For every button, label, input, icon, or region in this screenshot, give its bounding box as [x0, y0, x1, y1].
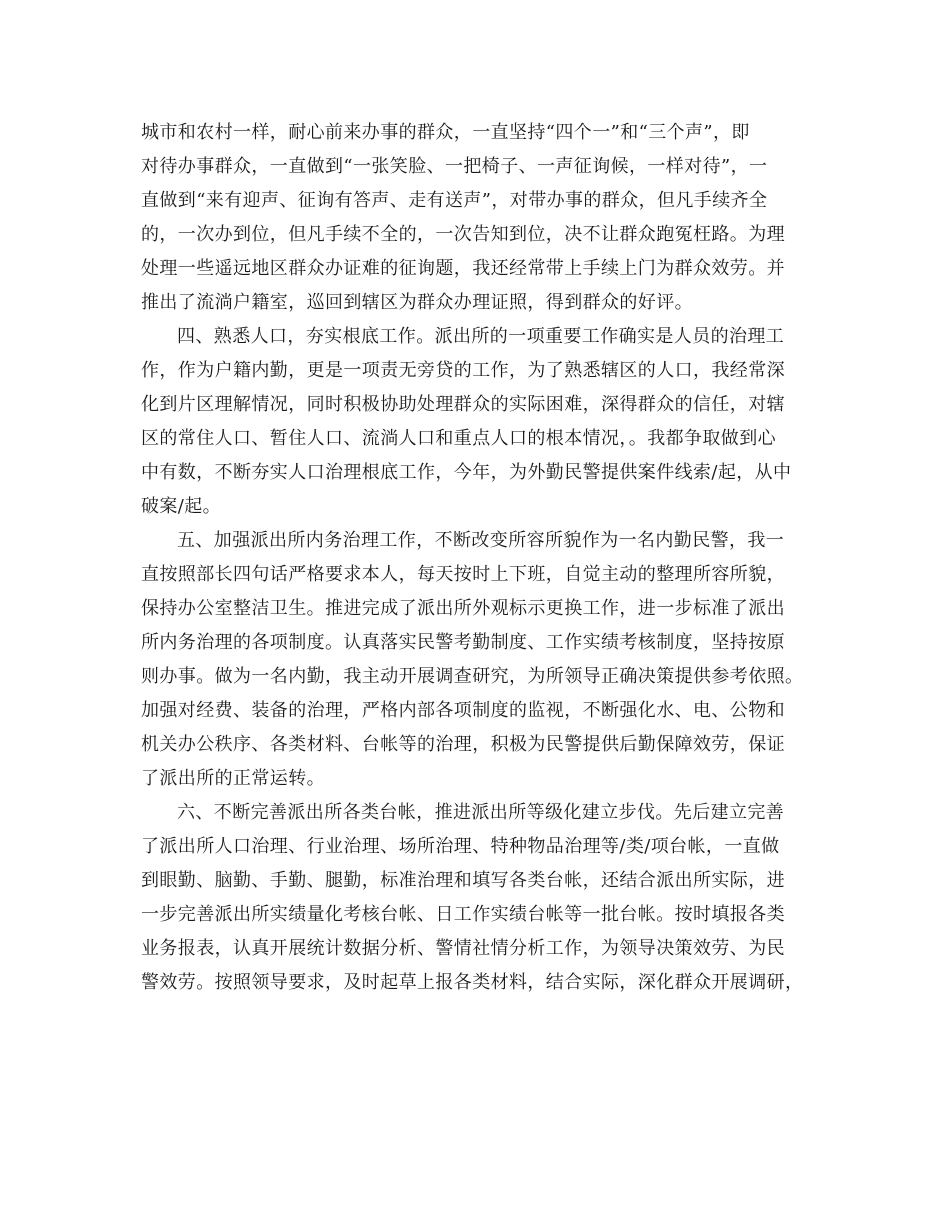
- text-line: 了派出所的正常运转。: [141, 768, 325, 789]
- text-line: 的，一次办到位，但凡手续不全的，一次告知到位，决不让群众跑冤枉路。为理: [141, 224, 785, 245]
- text-line: 直做到“来有迎声、征询有答声、走有送声”，对带办事的群众，但凡手续齐全: [141, 190, 768, 211]
- text-line: 破案/起。: [141, 496, 222, 517]
- text-line: 机关办公秩序、各类材料、台帐等的治理，积极为民警提供后勤保障效劳，保证: [141, 734, 785, 755]
- text-line: 推出了流淌户籍室，巡回到辖区为群众办理证照，得到群众的好评。: [141, 292, 693, 313]
- text-line: 处理一些遥远地区群众办证难的征询题，我还经常带上手续上门为群众效劳。并: [141, 258, 785, 279]
- text-line: 业务报表，认真开展统计数据分析、警情社情分析工作，为领导决策效劳、为民: [141, 938, 785, 959]
- text-line: 直按照部长四句话严格要求本人，每天按时上下班，自觉主动的整理所容所貌，: [141, 564, 785, 585]
- text-line: 所内务治理的各项制度。认真落实民警考勤制度、工作实绩考核制度，坚持按原: [141, 632, 785, 653]
- text-line: 到眼勤、脑勤、手勤、腿勤，标准治理和填写各类台帐，还结合派出所实际，进: [141, 870, 785, 891]
- paragraph-first-line: 五、加强派出所内务治理工作，不断改变所容所貌作为一名内勤民警，我一: [177, 530, 785, 551]
- paragraph-first-line: 四、熟悉人口，夯实根底工作。派出所的一项重要工作确实是人员的治理工: [177, 326, 785, 347]
- text-line: 警效劳。按照领导要求，及时起草上报各类材料，结合实际，深化群众开展调研，: [141, 972, 804, 993]
- text-line: 中有数，不断夯实人口治理根底工作，今年，为外勤民警提供案件线索/起，从中: [141, 462, 792, 483]
- text-line: 保持办公室整洁卫生。推进完成了派出所外观标示更换工作，进一步标准了派出: [141, 598, 785, 619]
- text-line: 区的常住人口、暂住人口、流淌人口和重点人口的根本情况，。我都争取做到心: [141, 428, 776, 449]
- text-line: 化到片区理解情况，同时积极协助处理群众的实际困难，深得群众的信任，对辖: [141, 394, 785, 415]
- text-line: 作，作为户籍内勤，更是一项责无旁贷的工作，为了熟悉辖区的人口，我经常深: [141, 360, 785, 381]
- body-text: [141, 116, 811, 1000]
- text-line: 了派出所人口治理、行业治理、场所治理、特种物品治理等/类/项台帐，一直做: [141, 836, 780, 857]
- text-line: 一步完善派出所实绩量化考核台帐、日工作实绩台帐等一批台帐。按时填报各类: [141, 904, 785, 925]
- text-line: 则办事。做为一名内勤，我主动开展调查研究，为所领导正确决策提供参考依照。: [141, 666, 804, 687]
- paragraph-first-line: 六、不断完善派出所各类台帐，推进派出所等级化建立步伐。先后建立完善: [177, 802, 785, 823]
- text-line: 加强对经费、装备的治理，严格内部各项制度的监视，不断强化水、电、公物和: [141, 700, 785, 721]
- text-line: 对待办事群众，一直做到“一张笑脸、一把椅子、一声征询候，一样对待”，一: [141, 156, 768, 177]
- text-line: 城市和农村一样，耐心前来办事的群众，一直坚持“四个一”和“三个声”，即: [141, 122, 750, 143]
